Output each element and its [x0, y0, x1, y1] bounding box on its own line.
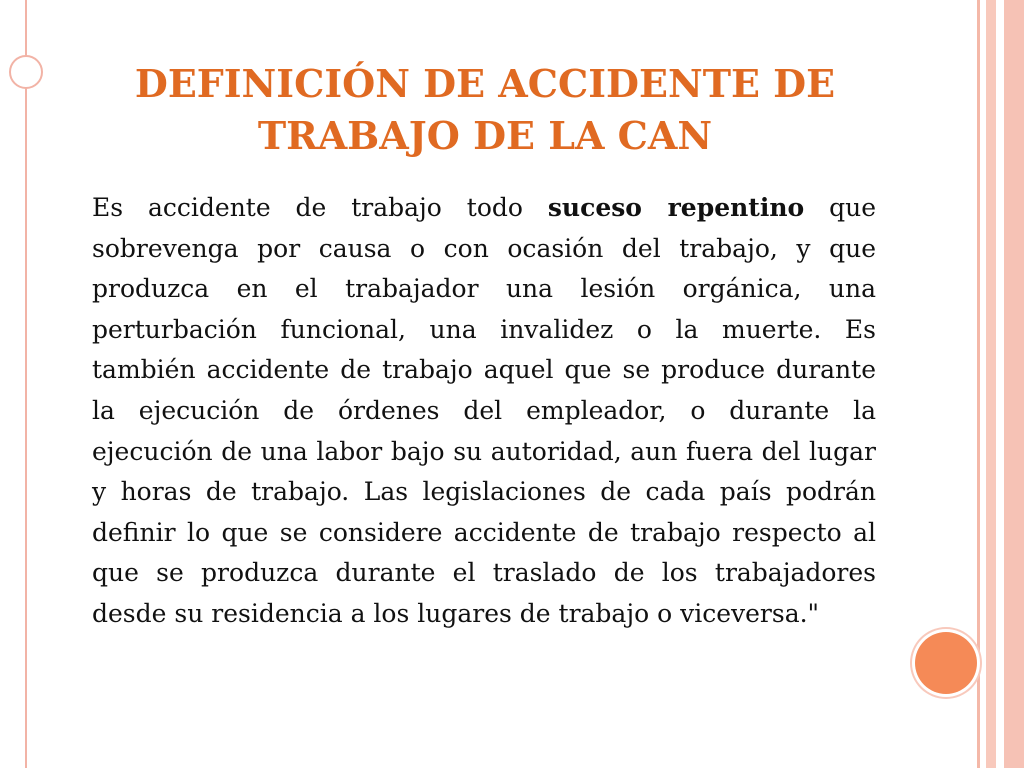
decorative-circle-outline — [9, 55, 43, 89]
body-rest: que sobrevenga por causa o con ocasión del trabajo, y que produzca en el trabajador una lesión orgánica, una perturbación funcional, una invalidez o la muerte. Es también accidente de trabajo aquel que se produce durante la ejecución de órdenes del empleador, o durante la ejecución de una labor bajo su autoridad, aun fuera del lugar y horas de trabajo. Las legislaciones de cada país podrán definir lo que se considere accidente de trabajo respecto al que se produzca durante el traslado de los trabajadores desde su residencia a los lugares de trabajo o viceversa." — [92, 193, 876, 628]
right-border-stripe — [986, 0, 996, 768]
slide-title — [60, 58, 910, 162]
right-border-stripe — [1004, 0, 1024, 768]
body-intro: Es accidente de trabajo todo — [92, 193, 548, 222]
left-border-decoration — [0, 0, 27, 768]
slide-body-text — [92, 188, 876, 635]
decorative-circle-orange — [915, 632, 977, 694]
title-line-2: TRABAJO DE LA CAN — [257, 113, 713, 158]
body-emphasis: suceso repentino — [547, 193, 805, 222]
right-border-stripe — [977, 0, 980, 768]
title-line-1: DEFINICIÓN DE ACCIDENTE DE — [134, 61, 836, 106]
